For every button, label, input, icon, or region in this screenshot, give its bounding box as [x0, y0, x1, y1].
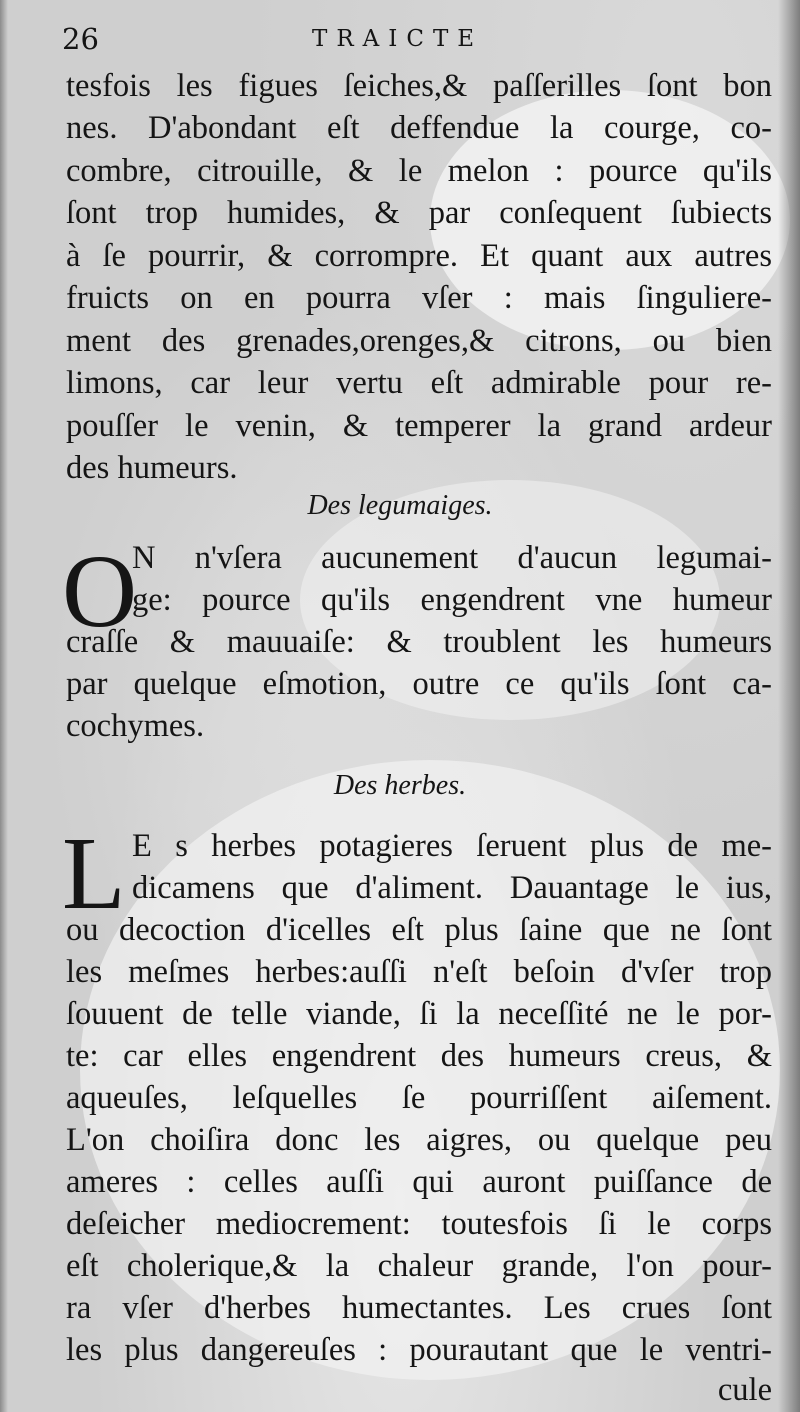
text-line: ge: pource qu'ils engendrent vne humeur	[132, 582, 772, 618]
text-line: par quelque eſmotion, outre ce qu'ils ſont ca-	[66, 666, 772, 702]
running-title: TRAICTE	[312, 26, 484, 52]
text-line: des humeurs.	[66, 450, 238, 486]
text-line: deſeicher mediocrement: toutesfois ſi le corps	[66, 1206, 772, 1242]
text-line: pouſſer le venin, & temperer la grand ardeur	[66, 408, 772, 444]
text-line: tesfois les figues ſeiches,& paſſerilles ſont bon	[66, 68, 772, 104]
text-line: à ſe pourrir, & corrompre. Et quant aux autres	[66, 238, 772, 274]
section-heading-herbes: Des herbes.	[333, 770, 467, 801]
text-line: N n'vſera aucunement d'aucun legumai-	[132, 540, 772, 576]
text-line: fruicts on en pourra vſer : mais ſinguliere-	[66, 280, 772, 316]
text-line: combre, citrouille, & le melon : pource qu'ils	[66, 153, 772, 189]
text-line: les meſmes herbes:auſſi n'eſt beſoin d'vſer trop	[66, 954, 772, 990]
section-heading-legumaiges: Des legumaiges.	[307, 490, 493, 521]
text-line: ſouuent de telle viande, ſi la neceſſité ne le por-	[66, 996, 772, 1032]
text-line: L'on choiſira donc les aigres, ou quelque peu	[66, 1122, 772, 1158]
text-line: ou decoction d'icelles eſt plus ſaine que ne ſont	[66, 912, 772, 948]
text-line: te: car elles engendrent des humeurs creus, &	[66, 1038, 772, 1074]
text-line: cochymes.	[66, 708, 205, 744]
text-line: ſont trop humides, & par conſequent ſubiects	[66, 195, 772, 231]
text-line: aqueuſes, leſquelles ſe pourriſſent aiſement.	[66, 1080, 772, 1116]
text-line: nes. D'abondant eſt deffendue la courge, co-	[66, 110, 772, 146]
text-line: limons, car leur vertu eſt admirable pour re-	[66, 365, 772, 401]
text-line: ameres : celles auſſi qui auront puiſſance de	[66, 1164, 772, 1200]
page-left-shadow	[0, 0, 8, 1412]
drop-cap-initial: L	[62, 816, 126, 931]
text-line: eſt cholerique,& la chaleur grande, l'on pour-	[66, 1248, 772, 1284]
text-line: ment des grenades,orenges,& citrons, ou bien	[66, 323, 772, 359]
catchword: cule	[717, 1372, 772, 1408]
page-header	[0, 14, 800, 54]
text-line: E s herbes potagieres ſeruent plus de me-	[132, 828, 772, 864]
text-line: ra vſer d'herbes humectantes. Les crues ſont	[66, 1290, 772, 1326]
page-number: 26	[62, 22, 99, 56]
drop-cap-initial: O	[62, 534, 138, 649]
text-line: les plus dangereuſes : pourautant que le ventri-	[66, 1332, 772, 1368]
text-line: dicamens que d'aliment. Dauantage le ius,	[132, 870, 772, 906]
page-right-shadow	[778, 0, 800, 1412]
text-line: craſſe & mauuaiſe: & troublent les humeurs	[66, 624, 772, 660]
